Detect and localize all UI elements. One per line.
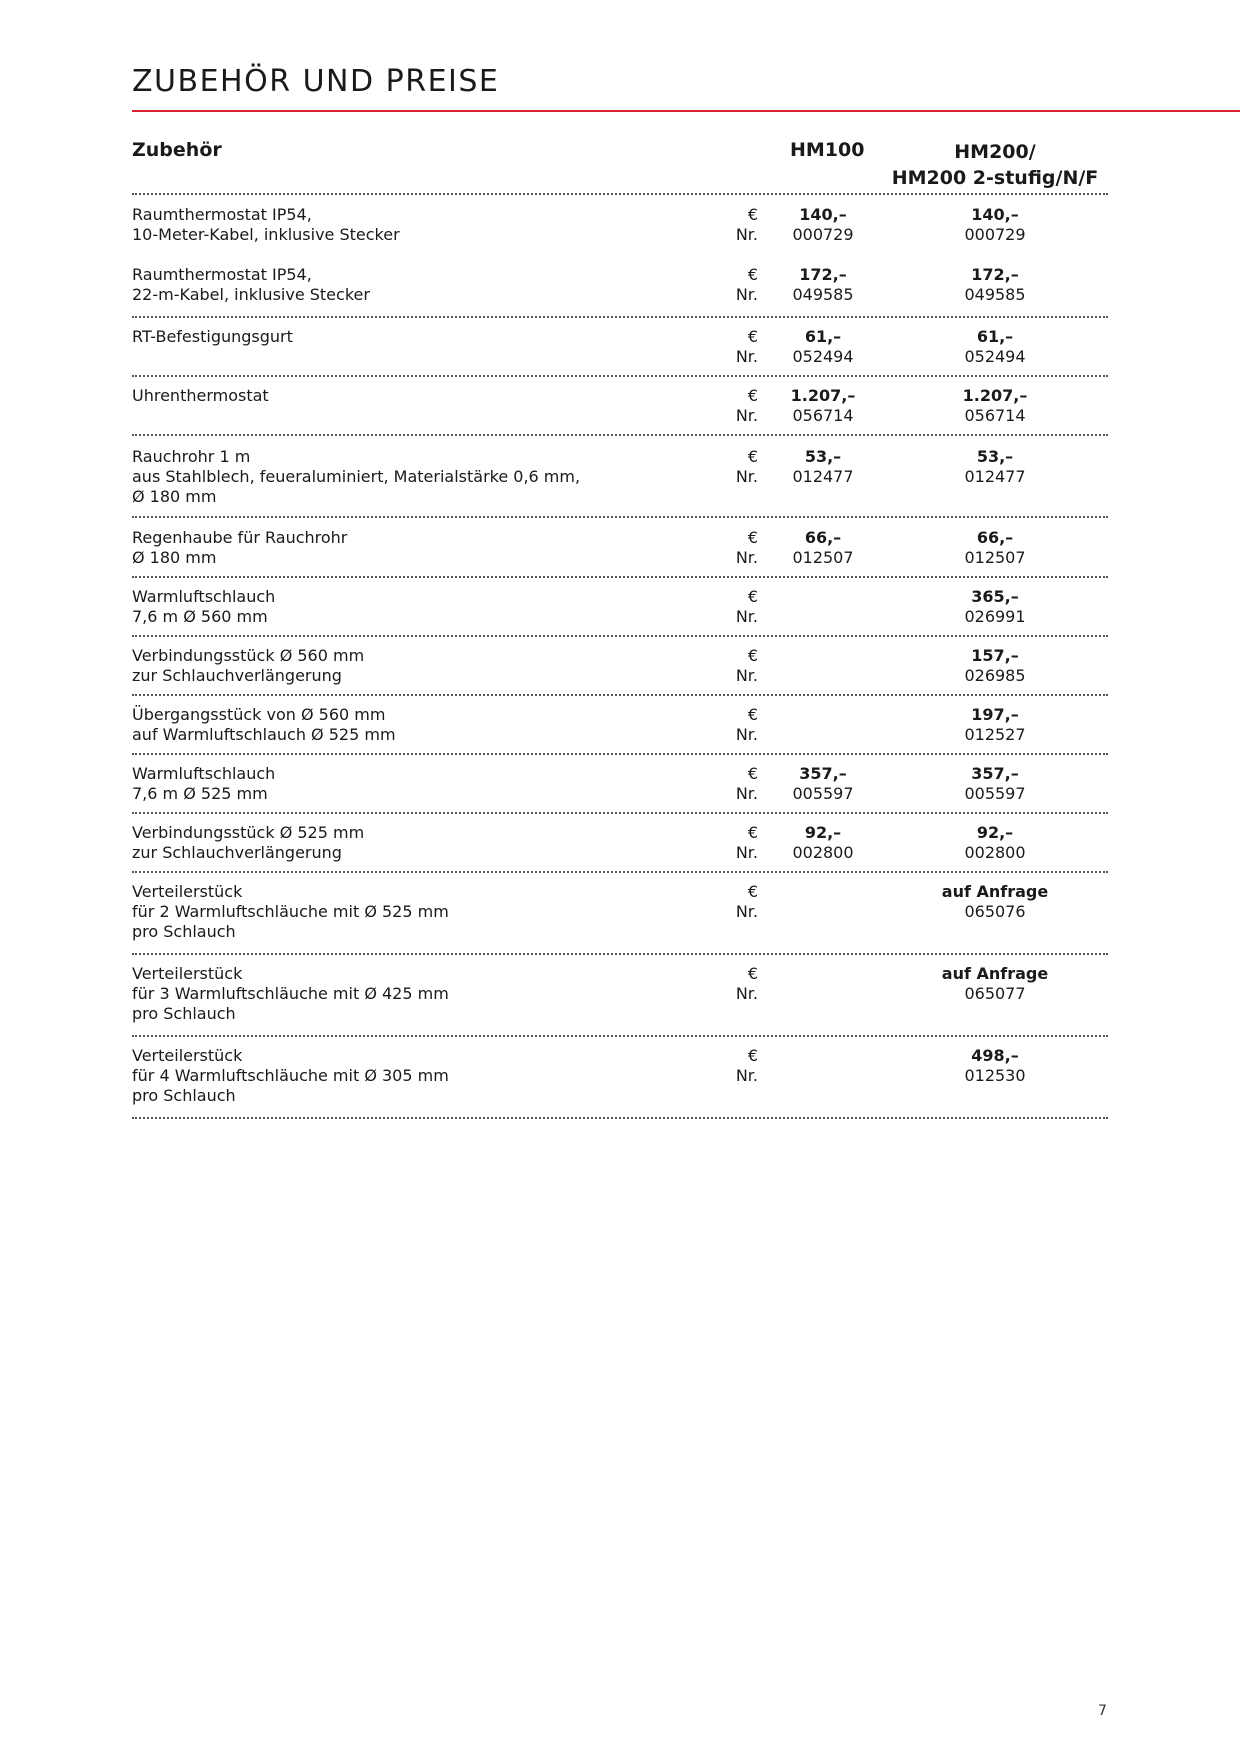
item-description — [132, 823, 692, 863]
row-divider — [132, 375, 1108, 377]
hm200-price: 357,– — [971, 764, 1019, 783]
description-line: aus Stahlblech, feueraluminiert, Materialstärke 0,6 mm, — [132, 467, 581, 486]
unit-labels — [710, 882, 758, 922]
hm200-article-nr: 056714 — [964, 406, 1026, 425]
euro-label: € — [747, 528, 758, 547]
hm200-price: 53,– — [976, 447, 1014, 466]
row-divider — [132, 193, 1108, 195]
item-description — [132, 327, 692, 347]
description-line: für 3 Warmluftschläuche mit Ø 425 mm — [132, 984, 449, 1003]
hm100-article-nr: 012507 — [792, 548, 854, 567]
hm100-cell — [782, 327, 864, 367]
description-line: für 4 Warmluftschläuche mit Ø 305 mm — [132, 1066, 449, 1085]
nr-label: Nr. — [735, 666, 758, 685]
description-line: Ø 180 mm — [132, 548, 217, 567]
hm200-article-nr: 026991 — [964, 607, 1026, 626]
description-line: Übergangsstück von Ø 560 mm — [132, 705, 386, 724]
hm100-price: 357,– — [799, 764, 847, 783]
hm200-article-nr: 065077 — [964, 984, 1026, 1003]
hm100-price — [782, 705, 864, 725]
euro-label: € — [747, 646, 758, 665]
description-line: Verteilerstück — [132, 964, 243, 983]
row-divider — [132, 953, 1108, 955]
description-line: pro Schlauch — [132, 1004, 236, 1023]
hm100-price: 172,– — [799, 265, 847, 284]
description-line: 10-Meter-Kabel, inklusive Stecker — [132, 225, 400, 244]
hm200-article-nr: 026985 — [964, 666, 1026, 685]
hm100-article-nr: 056714 — [792, 406, 854, 425]
hm100-article-nr: 052494 — [792, 347, 854, 366]
hm200-cell — [924, 265, 1066, 305]
column-header-hm200 — [888, 139, 1102, 191]
hm100-price — [782, 1046, 864, 1066]
description-line: 7,6 m Ø 560 mm — [132, 607, 268, 626]
hm100-price: 92,– — [804, 823, 842, 842]
description-line: 7,6 m Ø 525 mm — [132, 784, 268, 803]
column-header-hm200-line1: HM200/ — [954, 141, 1036, 163]
hm200-price: 92,– — [976, 823, 1014, 842]
hm200-article-nr: 002800 — [964, 843, 1026, 862]
hm200-cell — [924, 528, 1066, 568]
euro-label: € — [747, 823, 758, 842]
row-divider — [132, 576, 1108, 578]
column-header-hm100: HM100 — [790, 139, 865, 161]
item-description — [132, 265, 692, 305]
hm100-cell — [782, 705, 864, 745]
hm200-cell — [924, 823, 1066, 863]
row-divider — [132, 434, 1108, 436]
unit-labels — [710, 764, 758, 804]
hm100-article-nr: 049585 — [792, 285, 854, 304]
hm100-cell — [782, 587, 864, 627]
item-description — [132, 964, 692, 1024]
title-divider — [132, 110, 1240, 112]
item-description — [132, 646, 692, 686]
hm100-price — [782, 646, 864, 666]
hm200-price: 140,– — [971, 205, 1019, 224]
hm200-article-nr: 012507 — [964, 548, 1026, 567]
page-title: ZUBEHÖR UND PREISE — [132, 64, 500, 99]
nr-label: Nr. — [735, 607, 758, 626]
hm100-price: 61,– — [804, 327, 842, 346]
column-header-accessory: Zubehör — [132, 139, 222, 161]
description-line: zur Schlauchverlängerung — [132, 843, 342, 862]
hm100-article-nr — [782, 902, 864, 922]
nr-label: Nr. — [735, 467, 758, 486]
hm200-article-nr: 000729 — [964, 225, 1026, 244]
row-divider — [132, 753, 1108, 755]
nr-label: Nr. — [735, 347, 758, 366]
unit-labels — [710, 447, 758, 487]
hm100-cell — [782, 1046, 864, 1086]
hm100-cell — [782, 386, 864, 426]
unit-labels — [710, 646, 758, 686]
description-line: Ø 180 mm — [132, 487, 217, 506]
euro-label: € — [747, 1046, 758, 1065]
unit-labels — [710, 205, 758, 245]
hm200-cell — [924, 882, 1066, 922]
item-description — [132, 386, 692, 406]
hm100-article-nr — [782, 725, 864, 745]
description-line: 22-m-Kabel, inklusive Stecker — [132, 285, 370, 304]
hm100-price — [782, 882, 864, 902]
item-description — [132, 205, 692, 245]
hm100-article-nr: 000729 — [792, 225, 854, 244]
description-line: Raumthermostat IP54, — [132, 265, 312, 284]
euro-label: € — [747, 327, 758, 346]
nr-label: Nr. — [735, 225, 758, 244]
euro-label: € — [747, 386, 758, 405]
row-divider — [132, 516, 1108, 518]
hm200-price: 61,– — [976, 327, 1014, 346]
item-description — [132, 447, 692, 507]
hm200-article-nr: 012477 — [964, 467, 1026, 486]
euro-label: € — [747, 964, 758, 983]
nr-label: Nr. — [735, 843, 758, 862]
item-description — [132, 705, 692, 745]
hm200-article-nr: 052494 — [964, 347, 1026, 366]
row-divider — [132, 1117, 1108, 1119]
row-divider — [132, 694, 1108, 696]
hm100-article-nr — [782, 607, 864, 627]
hm100-article-nr: 012477 — [792, 467, 854, 486]
hm200-article-nr: 065076 — [964, 902, 1026, 921]
hm200-cell — [924, 964, 1066, 1004]
description-line: Uhrenthermostat — [132, 386, 269, 405]
hm200-cell — [924, 205, 1066, 245]
euro-label: € — [747, 447, 758, 466]
nr-label: Nr. — [735, 1066, 758, 1085]
hm200-cell — [924, 1046, 1066, 1086]
hm100-cell — [782, 447, 864, 487]
hm200-price: 172,– — [971, 265, 1019, 284]
item-description — [132, 587, 692, 627]
hm200-cell — [924, 386, 1066, 426]
hm100-price: 140,– — [799, 205, 847, 224]
hm100-article-nr — [782, 666, 864, 686]
description-line: Verbindungsstück Ø 525 mm — [132, 823, 365, 842]
nr-label: Nr. — [735, 784, 758, 803]
item-description — [132, 764, 692, 804]
hm200-price: auf Anfrage — [941, 964, 1049, 983]
page-number: 7 — [1098, 1703, 1107, 1719]
description-line: pro Schlauch — [132, 1086, 236, 1105]
description-line: Regenhaube für Rauchrohr — [132, 528, 348, 547]
unit-labels — [710, 964, 758, 1004]
row-divider — [132, 316, 1108, 318]
hm100-article-nr: 005597 — [792, 784, 854, 803]
hm200-price: 197,– — [971, 705, 1019, 724]
item-description — [132, 1046, 692, 1106]
hm200-article-nr: 012527 — [964, 725, 1026, 744]
nr-label: Nr. — [735, 406, 758, 425]
unit-labels — [710, 528, 758, 568]
hm100-article-nr — [782, 984, 864, 1004]
euro-label: € — [747, 882, 758, 901]
euro-label: € — [747, 265, 758, 284]
unit-labels — [710, 386, 758, 426]
hm200-article-nr: 012530 — [964, 1066, 1026, 1085]
euro-label: € — [747, 205, 758, 224]
unit-labels — [710, 327, 758, 367]
hm100-cell — [782, 646, 864, 686]
hm200-article-nr: 005597 — [964, 784, 1026, 803]
hm100-cell — [782, 764, 864, 804]
unit-labels — [710, 823, 758, 863]
hm100-article-nr: 002800 — [792, 843, 854, 862]
hm100-price: 66,– — [804, 528, 842, 547]
hm100-article-nr — [782, 1066, 864, 1086]
hm100-price — [782, 587, 864, 607]
row-divider — [132, 635, 1108, 637]
description-line: pro Schlauch — [132, 922, 236, 941]
unit-labels — [710, 265, 758, 305]
description-line: zur Schlauchverlängerung — [132, 666, 342, 685]
description-line: Verbindungsstück Ø 560 mm — [132, 646, 365, 665]
hm200-price: 365,– — [971, 587, 1019, 606]
hm100-cell — [782, 964, 864, 1004]
hm200-cell — [924, 646, 1066, 686]
description-line: auf Warmluftschlauch Ø 525 mm — [132, 725, 396, 744]
hm200-cell — [924, 327, 1066, 367]
hm100-price: 53,– — [804, 447, 842, 466]
item-description — [132, 882, 692, 942]
nr-label: Nr. — [735, 548, 758, 567]
hm100-cell — [782, 528, 864, 568]
nr-label: Nr. — [735, 285, 758, 304]
hm200-price: auf Anfrage — [941, 882, 1049, 901]
hm100-cell — [782, 823, 864, 863]
hm200-price: 498,– — [971, 1046, 1019, 1065]
description-line: für 2 Warmluftschläuche mit Ø 525 mm — [132, 902, 449, 921]
row-divider — [132, 1035, 1108, 1037]
hm200-cell — [924, 705, 1066, 745]
hm200-cell — [924, 587, 1066, 627]
hm100-cell — [782, 265, 864, 305]
hm200-price: 66,– — [976, 528, 1014, 547]
description-line: Warmluftschlauch — [132, 587, 276, 606]
hm200-cell — [924, 764, 1066, 804]
euro-label: € — [747, 587, 758, 606]
description-line: Rauchrohr 1 m — [132, 447, 251, 466]
hm200-price: 157,– — [971, 646, 1019, 665]
hm200-price: 1.207,– — [962, 386, 1028, 405]
column-header-hm200-line2: HM200 2-stufig/N/F — [891, 167, 1099, 189]
euro-label: € — [747, 705, 758, 724]
description-line: Verteilerstück — [132, 882, 243, 901]
hm200-article-nr: 049585 — [964, 285, 1026, 304]
nr-label: Nr. — [735, 725, 758, 744]
hm100-price — [782, 964, 864, 984]
nr-label: Nr. — [735, 984, 758, 1003]
unit-labels — [710, 705, 758, 745]
euro-label: € — [747, 764, 758, 783]
description-line: Warmluftschlauch — [132, 764, 276, 783]
item-description — [132, 528, 692, 568]
description-line: Verteilerstück — [132, 1046, 243, 1065]
hm100-cell — [782, 205, 864, 245]
nr-label: Nr. — [735, 902, 758, 921]
unit-labels — [710, 1046, 758, 1086]
hm200-cell — [924, 447, 1066, 487]
hm100-cell — [782, 882, 864, 922]
row-divider — [132, 812, 1108, 814]
unit-labels — [710, 587, 758, 627]
description-line: RT-Befestigungsgurt — [132, 327, 293, 346]
hm100-price: 1.207,– — [790, 386, 856, 405]
description-line: Raumthermostat IP54, — [132, 205, 312, 224]
row-divider — [132, 871, 1108, 873]
